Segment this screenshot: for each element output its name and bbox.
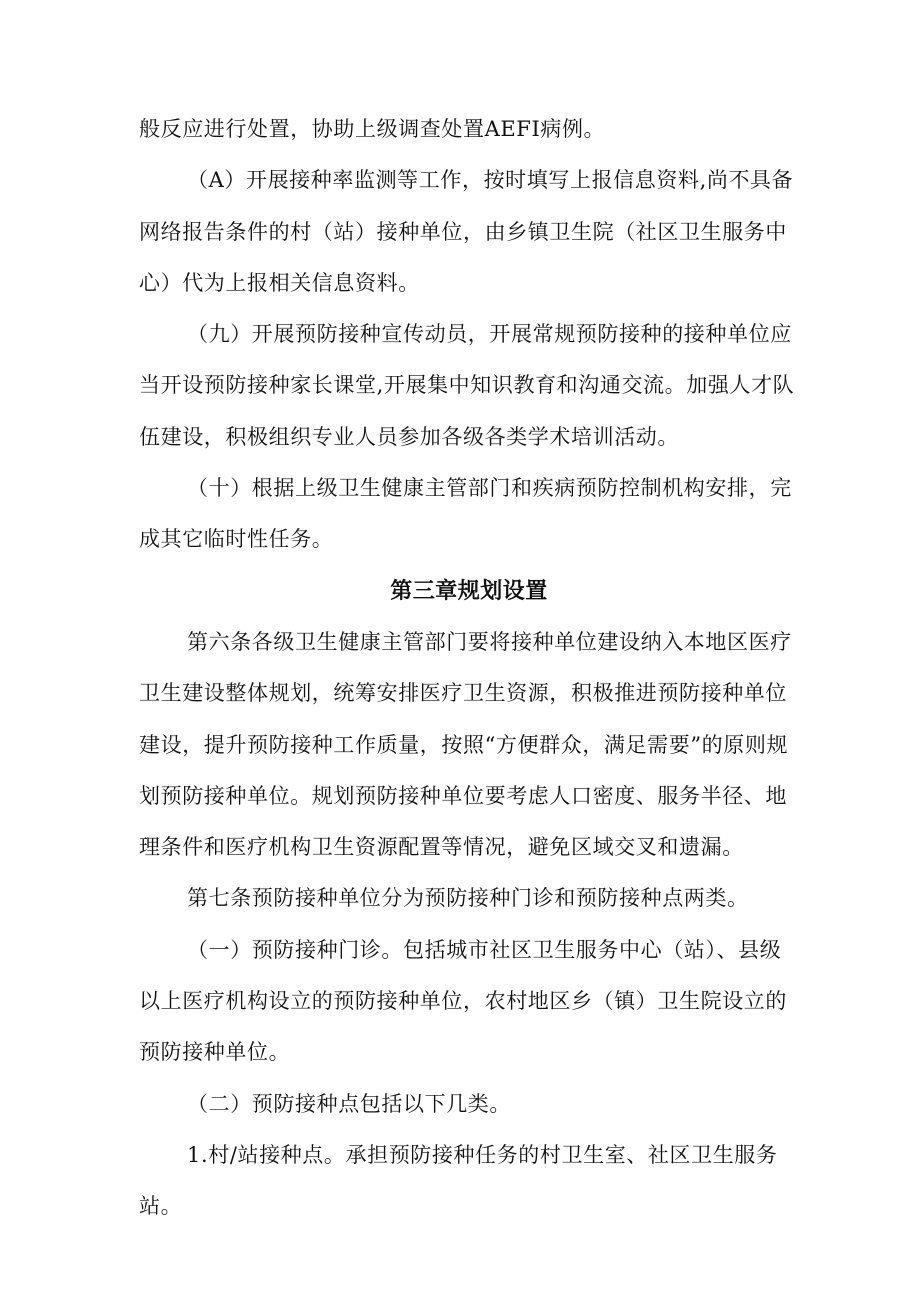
paragraph-subitem-1: 1.村/站接种点。承担预防接种任务的村卫生室、社区卫生服务站。 bbox=[139, 1142, 778, 1219]
paragraph-item-a: （A）开展接种率监测等工作，按时填写上报信息资料,尚不具备网络报告条件的村（站）接种单位，由乡镇卫生院（社区卫生服务中心）代为上报相关信息资料。 bbox=[139, 168, 794, 295]
paragraph-item-1: （一）预防接种门诊。包括城市社区卫生服务中心（站）、县级以上医疗机构设立的预防接种单位，农村地区乡（镇）卫生院设立的预防接种单位。 bbox=[139, 937, 787, 1065]
paragraph-article-7: 第七条预防接种单位分为预防接种门诊和预防接种点两类。 bbox=[187, 886, 749, 911]
document-body bbox=[139, 104, 799, 1233]
paragraph-continuation: 般反应进行处置，协助上级调查处置AEFI病例。 bbox=[139, 117, 606, 141]
paragraph-item-2: （二）预防接种点包括以下几类。 bbox=[187, 1091, 511, 1116]
paragraph-item-9: （九）开展预防接种宣传动员，开展常规预防接种的接种单位应当开设预防接种家长课堂,开展集中知识教育和沟通交流。加强人才队伍建设，积极组织专业人员参加各级各类学术培训活动。 bbox=[139, 322, 795, 449]
paragraph-item-10: （十）根据上级卫生健康主管部门和疾病预防控制机构安排，完成其它临时性任务。 bbox=[139, 476, 792, 552]
chapter-heading: 第三章规划设置 bbox=[390, 578, 548, 604]
paragraph-article-6: 第六条各级卫生健康主管部门要将接种单位建设纳入本地区医疗卫生建设整体规划，统筹安排医疗卫生资源，积极推进预防接种单位建设，提升预防接种工作质量，按照“方便群众，满足需要”的原则规划预防接种单位。规划预防接种单位要考虑人口密度、服务半径、地理条件和医疗机构卫生资源配置等情况，避免区域交叉和遗漏。 bbox=[139, 629, 792, 860]
